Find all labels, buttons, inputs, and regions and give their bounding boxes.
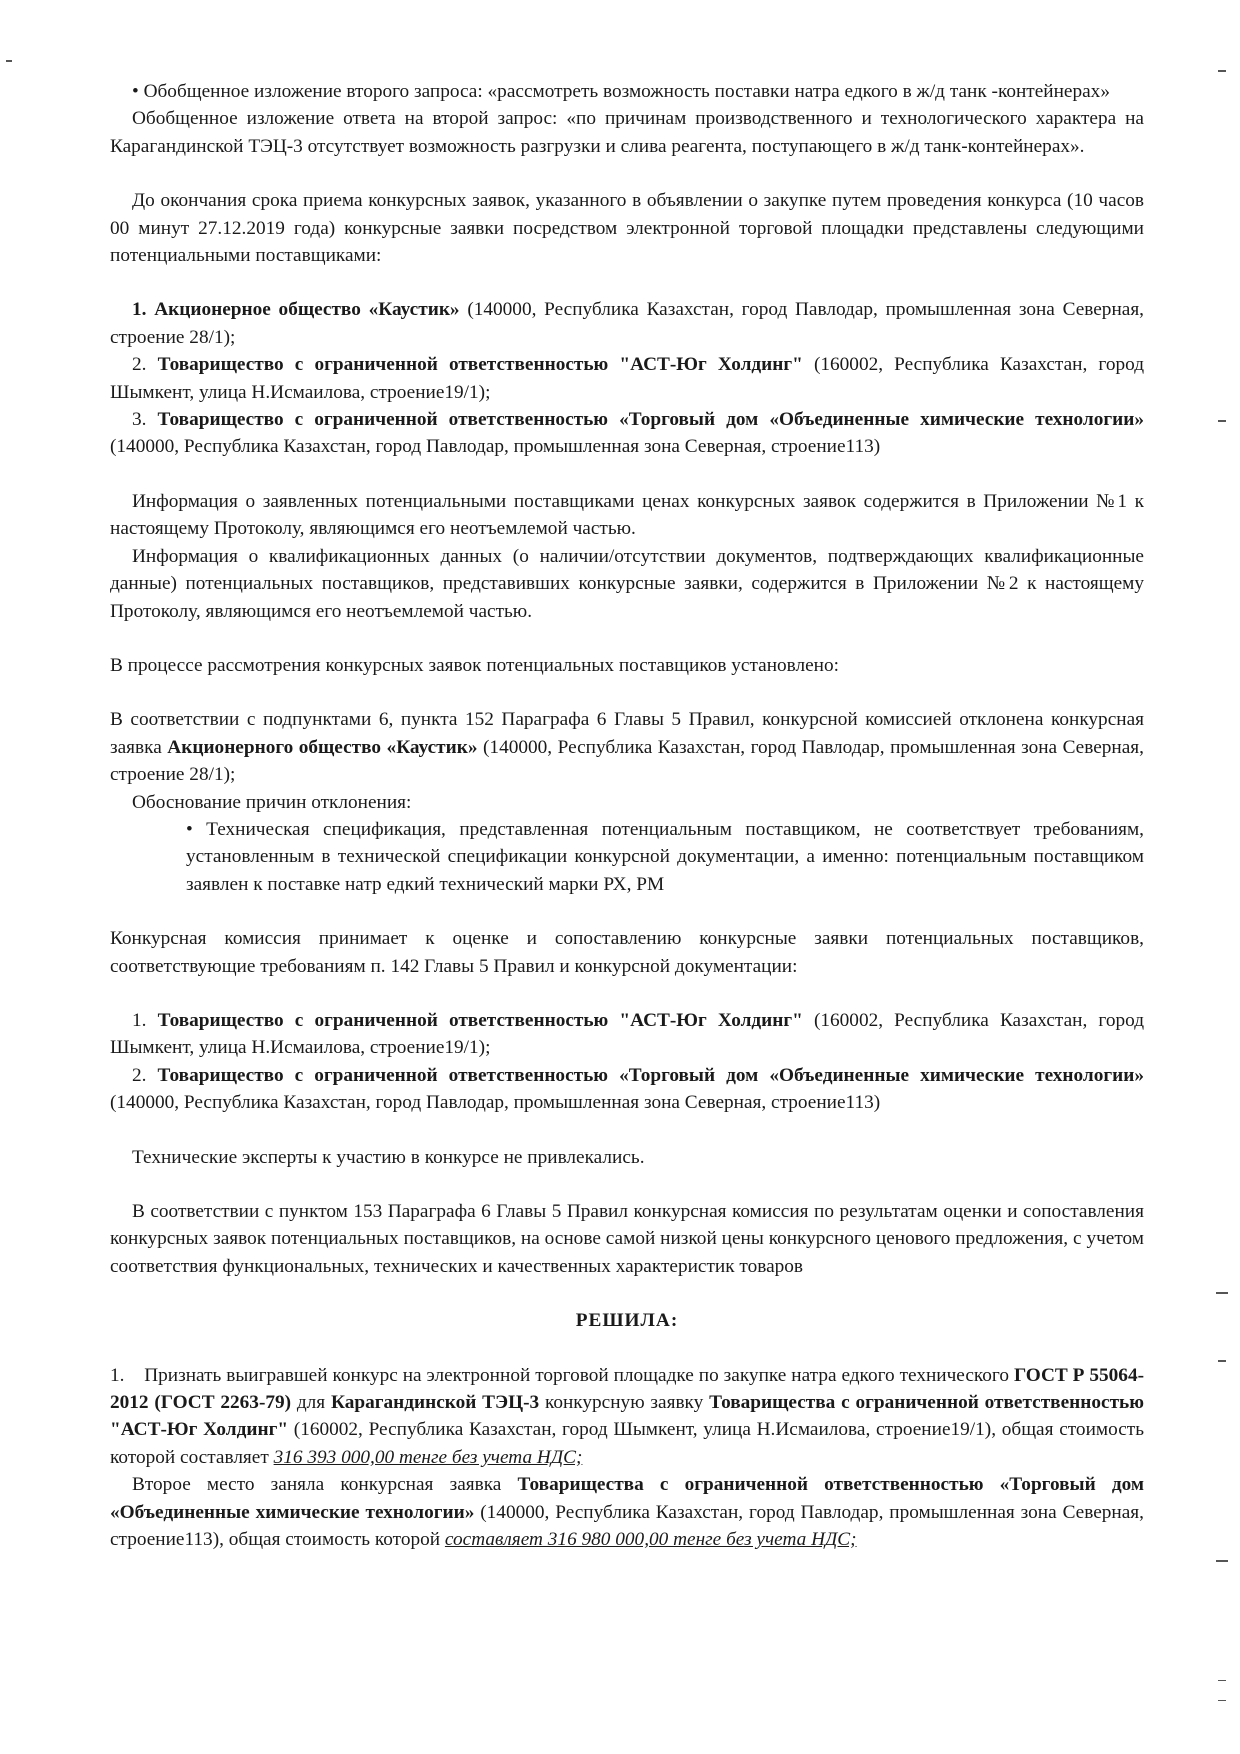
review-established-paragraph: В процессе рассмотрения конкурсных заявок потенциальных поставщиков установлено: [110,654,839,676]
scan-artifact [6,60,12,62]
list-item: 2. Товарищество с ограниченной ответственностью «Торговый дом «Объединенные химические технологии» (140000, Республика Казахстан, город Павлодар, промышленная зона Северная, строение113) [110,1064,1145,1114]
second-place-amount: составляет 316 980 000,00 тенге без учета НДС; [444,1529,857,1551]
scan-artifact [1218,420,1226,422]
list-item: 1. Акционерное общество «Каустик» (140000, Республика Казахстан, город Павлодар, промышленная зона Северная, строение 28/1); [110,299,1145,348]
experts-paragraph: Технические эксперты к участию в конкурсе не привлекались. [132,1146,645,1168]
scan-artifact [1216,1292,1228,1294]
rejection-reason-bullet: • Техническая спецификация, представленная потенциальным поставщиком, не соответствует требованиям, установленным в технической спецификации конкурсной документации, а именно: потенциальным поставщиком заявлен к поставке натр едкий технический марки РХ, РМ [186,818,1144,895]
decision-heading: РЕШИЛА: [575,1310,679,1332]
submitted-bidders-list [110,296,1144,460]
decision-item-1: 1. Признать выигравшей конкурс на электронной торговой площадке по закупке натра едкого технического ГОСТ Р 55064-2012 (ГОСТ 2263-79) для Карагандинской ТЭЦ-3 конкурсную заявку Товарищества с ограниченной ответственностью "АСТ-Юг Холдинг" (160002, Республика Казахстан, город Шымкент, улица Н.Исмаилова, строение19/1), общая стоимость которой составляет 316 393 000,00 тенге без учета НДС; [110,1364,1145,1468]
evaluation-paragraph: В соответствии с пунктом 153 Параграфа 6 Главы 5 Правил конкурсная комиссия по результатам оценки и сопоставления конкурсных заявок потенциальных поставщиков, на основе самой низкой цены конкурсного ценового предложения, с учетом соответствия функциональных, технических и качественных характеристик товаров [110,1201,1144,1277]
scan-artifact [1218,1360,1226,1362]
prices-info-paragraph: Информация о заявленных потенциальными поставщиками ценах конкурсных заявок содержится в Приложении №1 к настоящему Протоколу, являющимся его неотъемлемой частью. [110,490,1144,540]
accepted-bids-intro: Конкурсная комиссия принимает к оценке и сопоставлению конкурсные заявки потенциальных поставщиков, соответствующие требованиям п. 142 Главы 5 Правил и конкурсной документации: [110,928,1144,977]
second-place-paragraph: Второе место заняла конкурсная заявка Товарищества с ограниченной ответственностью «Торговый дом «Объединенные химические технологии» (140000, Республика Казахстан, город Павлодар, промышленная зона Северная, строение113), общая стоимость которой составляет 316 980 000,00 тенге без учета НДС; [110,1474,1144,1551]
second-request-summary: • Обобщенное изложение второго запроса: «рассмотреть возможность поставки натра едкого в ж/д танк -контейнерах» [132,81,1110,102]
scan-artifact [1216,1560,1228,1562]
qualification-info-paragraph: Информация о квалификационных данных (о наличии/отсутствии документов, подтверждающих квалификационные данные) потенциальных поставщиков, представивших конкурсные заявки, содержится в Приложении №2 к настоящему Протоколу, являющимся его неотъемлемой частью. [110,545,1144,622]
rejection-paragraph: В соответствии с подпунктами 6, пункта 152 Параграфа 6 Главы 5 Правил, конкурсной комиссией отклонена конкурсная заявка Акционерного общество «Каустик» (140000, Республика Казахстан, город Павлодар, промышленная зона Северная, строение 28/1); [110,709,1144,786]
second-answer-summary: Обобщенное изложение ответа на второй запрос: «по причинам производственного и технологического характера на Карагандинской ТЭЦ-3 отсутствует возможность разгрузки и слива реагента, поступающего в ж/д танк-контейнерах». [110,108,1144,157]
scan-artifact [1218,70,1226,72]
winner-amount: 316 393 000,00 тенге без учета НДС; [273,1446,583,1468]
rejection-reasons-title: Обоснование причин отклонения: [132,791,412,813]
scan-artifact [1218,1700,1226,1701]
list-item: 1. Товарищество с ограниченной ответственностью "АСТ-Юг Холдинг" (160002, Республика Казахстан, город Шымкент, улица Н.Исмаилова, строение19/1); [110,1009,1145,1059]
scan-artifact [1218,1680,1226,1681]
list-item: 2. Товарищество с ограниченной ответственностью "АСТ-Юг Холдинг" (160002, Республика Казахстан, город Шымкент, улица Н.Исмаилова, строение19/1); [110,354,1145,403]
bids-intro-paragraph: До окончания срока приема конкурсных заявок, указанного в объявлении о закупке путем проведения конкурса (10 часов 00 минут 27.12.2019 года) конкурсные заявки посредством электронной торговой площадки представлены следующими потенциальными поставщиками: [110,190,1144,267]
accepted-bidders-list [110,1007,1144,1117]
list-item: 3. Товарищество с ограниченной ответственностью «Торговый дом «Объединенные химические технологии» (140000, Республика Казахстан, город Павлодар, промышленная зона Северная, строение113) [110,409,1145,458]
